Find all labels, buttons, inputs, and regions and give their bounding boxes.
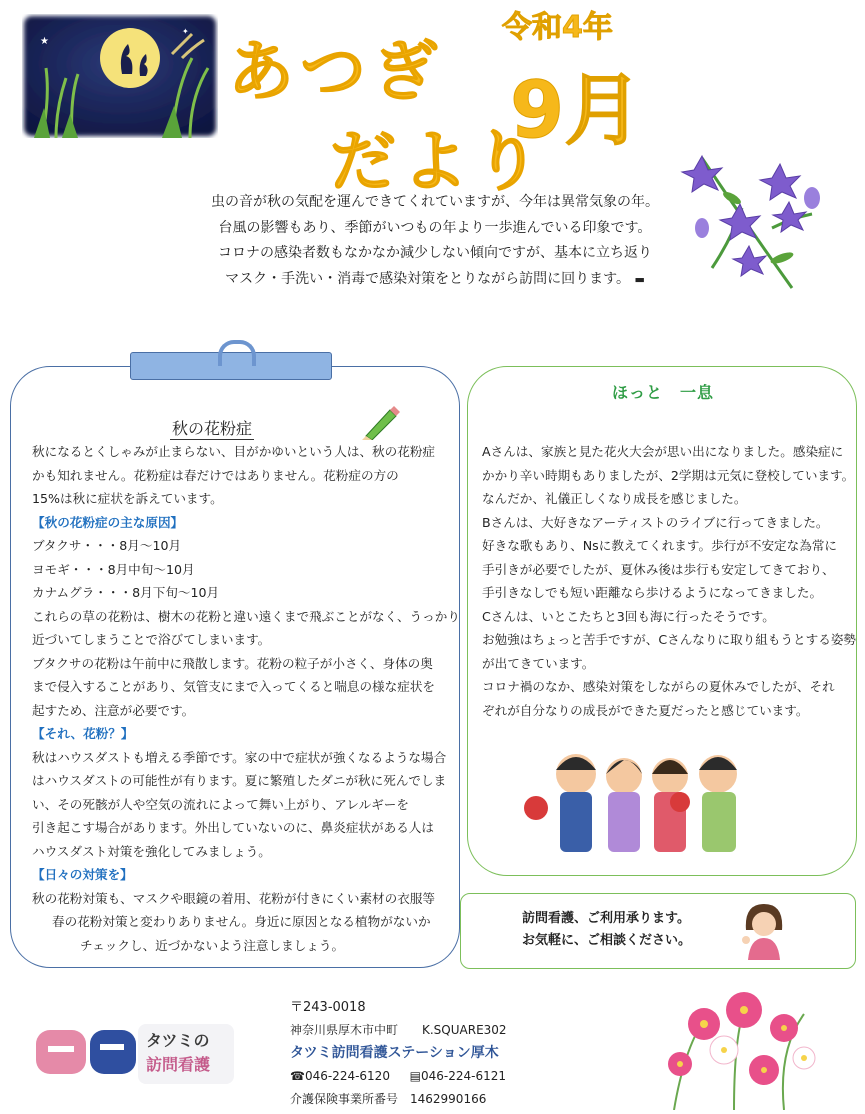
svg-text:✦: ✦	[182, 27, 189, 36]
pencil-icon	[360, 404, 400, 440]
article-line: カナムグラ・・・8月下旬～10月	[32, 585, 220, 600]
issue-month: 9月	[510, 66, 643, 156]
callout-line: お気軽に、ご相談ください。	[522, 933, 692, 948]
article-line: かかり辛い時期もありましたが、2学期は元気に登校しています。	[482, 467, 855, 483]
fax-icon: ▤	[409, 1069, 421, 1083]
article-line: 起すため、注意が必要です。	[32, 702, 195, 718]
section-heading: 【秋の花粉症の主な原因】	[32, 514, 184, 530]
cosmos-flowers-illustration	[634, 984, 834, 1110]
address: 神奈川県厚木市中町 K.SQUARE302	[290, 1023, 507, 1037]
license-number: 介護保険事業所番号 1462990166	[290, 1092, 487, 1106]
company-logo	[36, 1020, 236, 1086]
organization-name: タツミ訪問看護ステーション厚木	[290, 1045, 499, 1061]
article-line: お勉強はちょっと苦手ですが、Cさんなりに取り組もうとする姿勢	[482, 632, 857, 647]
pollen-article-title: 秋の花粉症	[170, 416, 254, 440]
article-line: Aさんは、家族と見た花火大会が思い出になりました。感染症に	[482, 444, 844, 459]
intro-line: 台風の影響もあり、季節がいつもの年より一歩進んでいる印象です。	[218, 219, 652, 236]
article-line: い、その死骸が人や空気の流れによって舞い上がり、アレルギーを	[32, 796, 409, 812]
newsletter-title-line2: だより	[330, 123, 546, 200]
article-line: 手引きが必要でしたが、夏休み後は歩行も安定してきており、	[482, 561, 835, 577]
issue-year: 令和4年	[502, 10, 613, 45]
children-yukata-illustration	[520, 748, 770, 860]
article-line: ヨモギ・・・8月中旬～10月	[32, 561, 195, 577]
article-line: なんだか、礼儀正しくなり成長を感じました。	[482, 491, 747, 506]
postal-code: 〒243-0018	[290, 1000, 366, 1015]
article-line: はハウスダストの可能性が有ります。夏に繁殖したダニが秋に死んでしま	[32, 773, 447, 788]
section-heading: 【日々の対策を】	[32, 867, 133, 882]
article-line: かも知れません。花粉症は春だけではありません。花粉症の方の	[32, 467, 399, 483]
service-callout-text	[522, 908, 691, 952]
article-line: 近づいてしまうことで浴びてしまいます。	[32, 632, 271, 647]
logo-text-top: タツミの	[146, 1031, 210, 1050]
article-line: が出てきています。	[482, 655, 595, 671]
car-icon: ▬	[634, 272, 645, 286]
board-hook	[218, 340, 256, 366]
article-line: ブタクサの花粉は午前中に飛散します。花粉の粒子が小さく、身体の奥	[32, 655, 433, 671]
article-line: ブタクサ・・・8月～10月	[32, 538, 182, 553]
bellflower-illustration	[672, 148, 832, 298]
intro-line-text: マスク・手洗い・消毒で感染対策をとりながら訪問に回ります。	[225, 270, 631, 287]
pollen-article-body	[32, 440, 460, 957]
section-heading: 【それ、花粉？】	[32, 726, 134, 741]
article-line: 秋になるとくしゃみが止まらない、目がかゆいという人は、秋の花粉症	[32, 444, 435, 459]
intro-line	[190, 267, 680, 293]
article-line: チェックし、近づかないよう注意しましょう。	[80, 937, 345, 953]
contact-info	[290, 996, 507, 1111]
article-line: 春の花粉対策と変わりありません。身近に原因となる植物がないか	[52, 914, 431, 929]
callout-line: 訪問看護、ご利用承ります。	[522, 911, 690, 926]
logo-text-bottom: 訪問看護	[146, 1055, 211, 1074]
newsletter-title-line1: あつぎ	[228, 33, 444, 110]
article-line: 秋はハウスダストも増える季節です。家の中で症状が強くなるような場合	[32, 749, 447, 765]
intro-paragraph	[190, 190, 680, 292]
article-line: ハウスダスト対策を強化してみましょう。	[32, 843, 271, 859]
article-line: コロナ禍のなか、感染対策をしながらの夏休みでしたが、それ	[482, 679, 835, 694]
article-line: 15%は秋に症状を訴えています。	[32, 491, 223, 506]
nurse-avatar	[738, 900, 788, 960]
article-line: 手引きなしでも短い距離なら歩けるようになってきました。	[482, 585, 823, 600]
article-line: 好きな歌もあり、Nsに教えてくれます。歩行が不安定な為常に	[482, 538, 838, 553]
moon-night-illustration	[22, 14, 218, 138]
relax-box-title: ほっと 一息	[612, 383, 715, 402]
article-line: 秋の花粉対策も、マスクや眼鏡の着用、花粉が付きにくい素材の衣服等	[32, 890, 435, 906]
intro-line: コロナの感染者数もなかなか減少しない傾向ですが、基本に立ち返り	[218, 245, 652, 261]
phone-number: ☎046-224-6120	[290, 1069, 390, 1083]
article-line: 引き起こす場合があります。外出していないのに、鼻炎症状がある人は	[32, 820, 434, 835]
article-line: Bさんは、大好きなアーティストのライブに行ってきました。	[482, 514, 829, 530]
fax-number: 046-224-6121	[420, 1069, 506, 1083]
svg-text:★: ★	[40, 36, 49, 47]
intro-line: 虫の音が秋の気配を運んできてくれていますが、今年は異常気象の年。	[211, 194, 659, 210]
article-line: これらの草の花粉は、樹木の花粉と違い遠くまで飛ぶことがなく、うっかり	[32, 608, 460, 624]
article-line: まで侵入することがあり、気管支にまで入ってくると喘息の様な症状を	[32, 679, 435, 694]
relax-box-body	[482, 440, 857, 722]
article-line: ぞれが自分なりの成長ができた夏だったと感じています。	[482, 702, 809, 718]
phone-fax	[290, 1065, 507, 1088]
article-line: Cさんは、いとこたちと3回も海に行ったそうです。	[482, 608, 775, 624]
